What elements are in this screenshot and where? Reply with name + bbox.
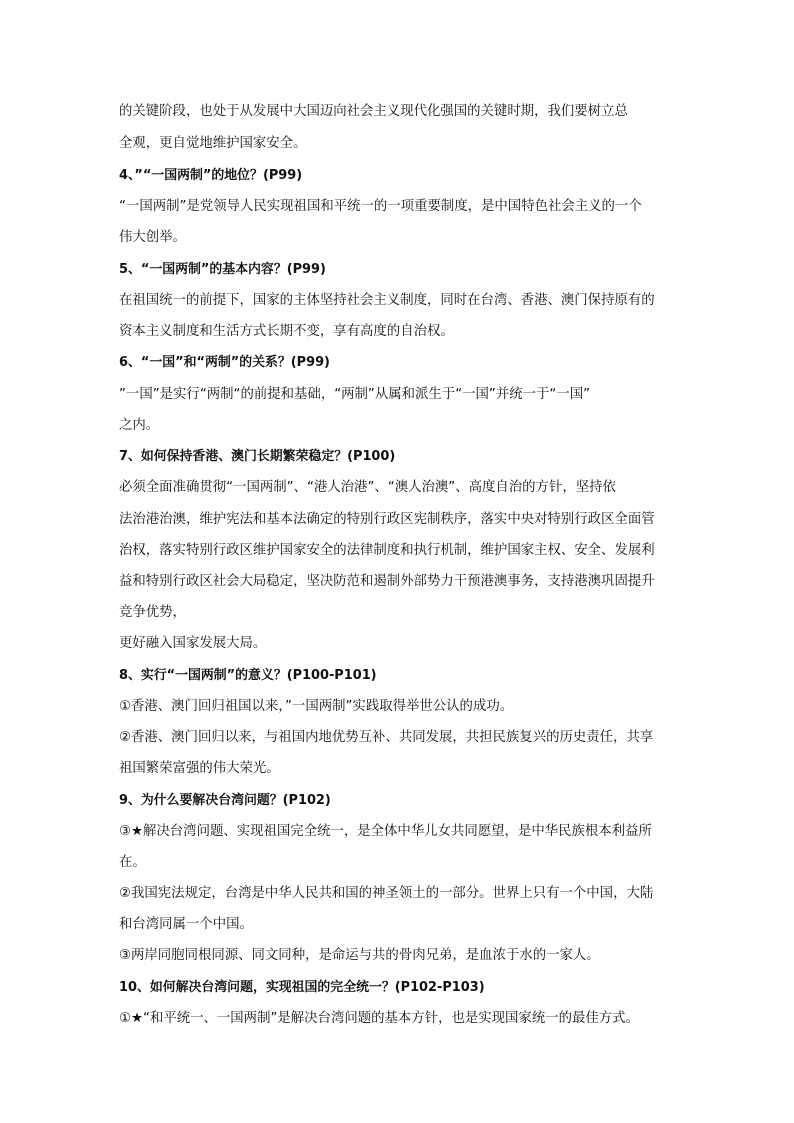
body-text-line: 之内。 [119,418,160,433]
body-text-line: 法治港治澳，维护宪法和基本法确定的特别行政区宪制秩序，落实中央对特别行政区全面管 [119,512,655,527]
body-text-line: 全观，更自觉地维护国家安全。 [119,136,307,151]
body-text-line: ”一国”是实行“两制“的前提和基础，“两制”从属和派生于“一国”并统一于“一国” [119,387,591,402]
body-text-line: 竞争优势， [119,605,186,620]
body-text-line: 祖国繁荣富强的伟大荣光。 [119,761,280,776]
body-text-line: 资本主义制度和生活方式长期不变，享有高度的自治权。 [119,324,454,339]
body-text-line: ③两岸同胞同根同源、同文同种，是命运与共的骨肉兄弟，是血浓于水的一家人。 [119,948,600,963]
body-text-line: 益和特别行政区社会大局稳定，坚决防范和遏制外部势力干预港澳事务，支持港澳巩固提升 [119,574,655,589]
body-text-line: 伟大创举。 [119,230,186,245]
body-text-line: 更好融入国家发展大局。 [119,636,267,651]
body-text-line: 在祖国统一的前提下，国家的主体坚持社会主义制度，同时在台湾、香港、澳门保持原有的 [119,293,655,308]
body-text-line: 在。 [119,855,146,870]
body-text-line: ②我国宪法规定，台湾是中华人民共和国的神圣领土的一部分。世界上只有一个中国，大陆 [119,886,654,901]
question-heading: 4、”“一国两制”的地位？(P99) [119,168,303,183]
body-text-line: ①★“和平统一、一国两制”是解决台湾问题的基本方针，也是实现国家统一的最佳方式。 [119,1011,639,1026]
body-text-line: ①香港、澳门回归祖国以来，”一国两制”实践取得举世公认的成功。 [119,699,514,714]
body-text-line: ③★解决台湾问题、实现祖国完全统一，是全体中华儿女共同愿望，是中华民族根本利益所 [119,824,652,839]
body-text-line: 的关键阶段，也处于从发展中大国迈向社会主义现代化强国的关键时期，我们要树立总 [119,104,628,119]
body-text-line: 必须全面准确贯彻“一国两制”、“港人治港”、“澳人治澳”、高度自治的方针，坚持依 [119,480,616,495]
body-text-line: 和台湾同属一个中国。 [119,917,253,932]
body-text-line: 治权，落实特别行政区维护国家安全的法律制度和执行机制，维护国家主权、安全、发展利 [119,543,655,558]
question-heading: 10、如何解决台湾问题，实现祖国的完全统一？(P102-P103) [119,980,485,995]
body-text-line: ②香港、澳门回归以来，与祖国内地优势互补、共同发展，共担民族复兴的历史责任，共享 [119,730,654,745]
question-heading: 7、如何保持香港、澳门长期繁荣稳定？(P100) [119,449,396,464]
question-heading: 5、“一国两制”的基本内容？(P99) [119,262,326,277]
question-heading: 9、为什么要解决台湾问题？(P102) [119,793,331,808]
body-text-line: “一国两制”是党领导人民实现祖国和平统一的一项重要制度，是中国特色社会主义的一个 [119,199,642,214]
question-heading: 8、实行“一国两制”的意义？(P100-P101) [119,668,377,683]
question-heading: 6、“一国”和“两制”的关系？(P99) [119,355,330,370]
